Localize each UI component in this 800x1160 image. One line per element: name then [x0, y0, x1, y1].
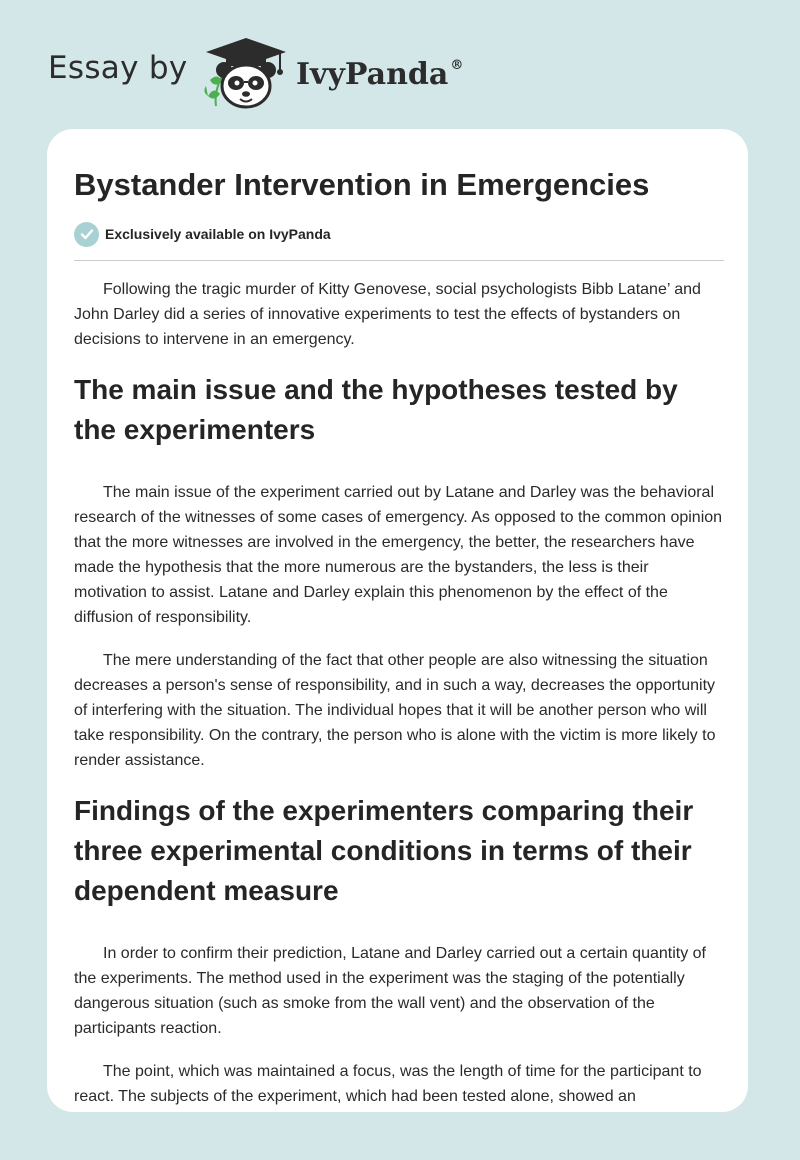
paragraph: In order to confirm their prediction, Latane and Darley carried out a certain quantity of the experiments. The method used in the experiment was the staging of the potentially dangerous situation (such as smoke from the wall vent) and the observation of the participants reaction. [74, 945, 706, 1037]
exclusive-label: Exclusively available on IvyPanda [105, 226, 331, 242]
panda-graduate-logo-icon[interactable] [200, 36, 292, 110]
brand-name: IvyPanda [296, 57, 449, 92]
title-divider [74, 260, 724, 261]
essay-by-label: Essay by [48, 50, 188, 86]
site-header [0, 0, 800, 120]
check-circle-icon [74, 222, 99, 247]
exclusive-badge [74, 221, 331, 247]
article-content [74, 277, 724, 1112]
essay-title: Bystander Intervention in Emergencies [74, 167, 650, 202]
paragraph: The mere understanding of the fact that other people are also witnessing the situation decreases a person's sense of responsibility, and in such a way, decreases the opportunity of interfering with the situation. The individual hopes that it will be another person who will take responsibility. On the contrary, the person who is alone with the victim is more likely to render assistance. [74, 652, 716, 769]
essay-card [47, 129, 748, 1112]
paragraph: The main issue of the experiment carried out by Latane and Darley was the behavioral research of the witnesses of some cases of emergency. As opposed to the common opinion that the more witnesses are involved in the emergency, the better, the researchers have made the hypothesis that the more numerous are the bystanders, the less is their motivation to assist. Latane and Darley explain this phenomenon by the effect of the diffusion of responsibility. [74, 484, 723, 626]
paragraph: The point, which was maintained a focus, was the length of time for the participant to react. The subjects of the experiment, which had been tested alone, showed an [74, 1063, 702, 1105]
ivypanda-logo-text[interactable] [296, 50, 463, 95]
registered-mark: ® [450, 58, 464, 73]
intro-paragraph: Following the tragic murder of Kitty Genovese, social psychologists Bibb Latane’ and John Darley did a series of innovative experiments to test the effects of bystanders on decisions to intervene in an emergency. [74, 281, 701, 348]
section-heading-main-issue: The main issue and the hypotheses tested by the experimenters [74, 374, 678, 445]
section-heading-findings: Findings of the experimenters comparing their three experimental conditions in terms of their dependent measure [74, 795, 694, 906]
